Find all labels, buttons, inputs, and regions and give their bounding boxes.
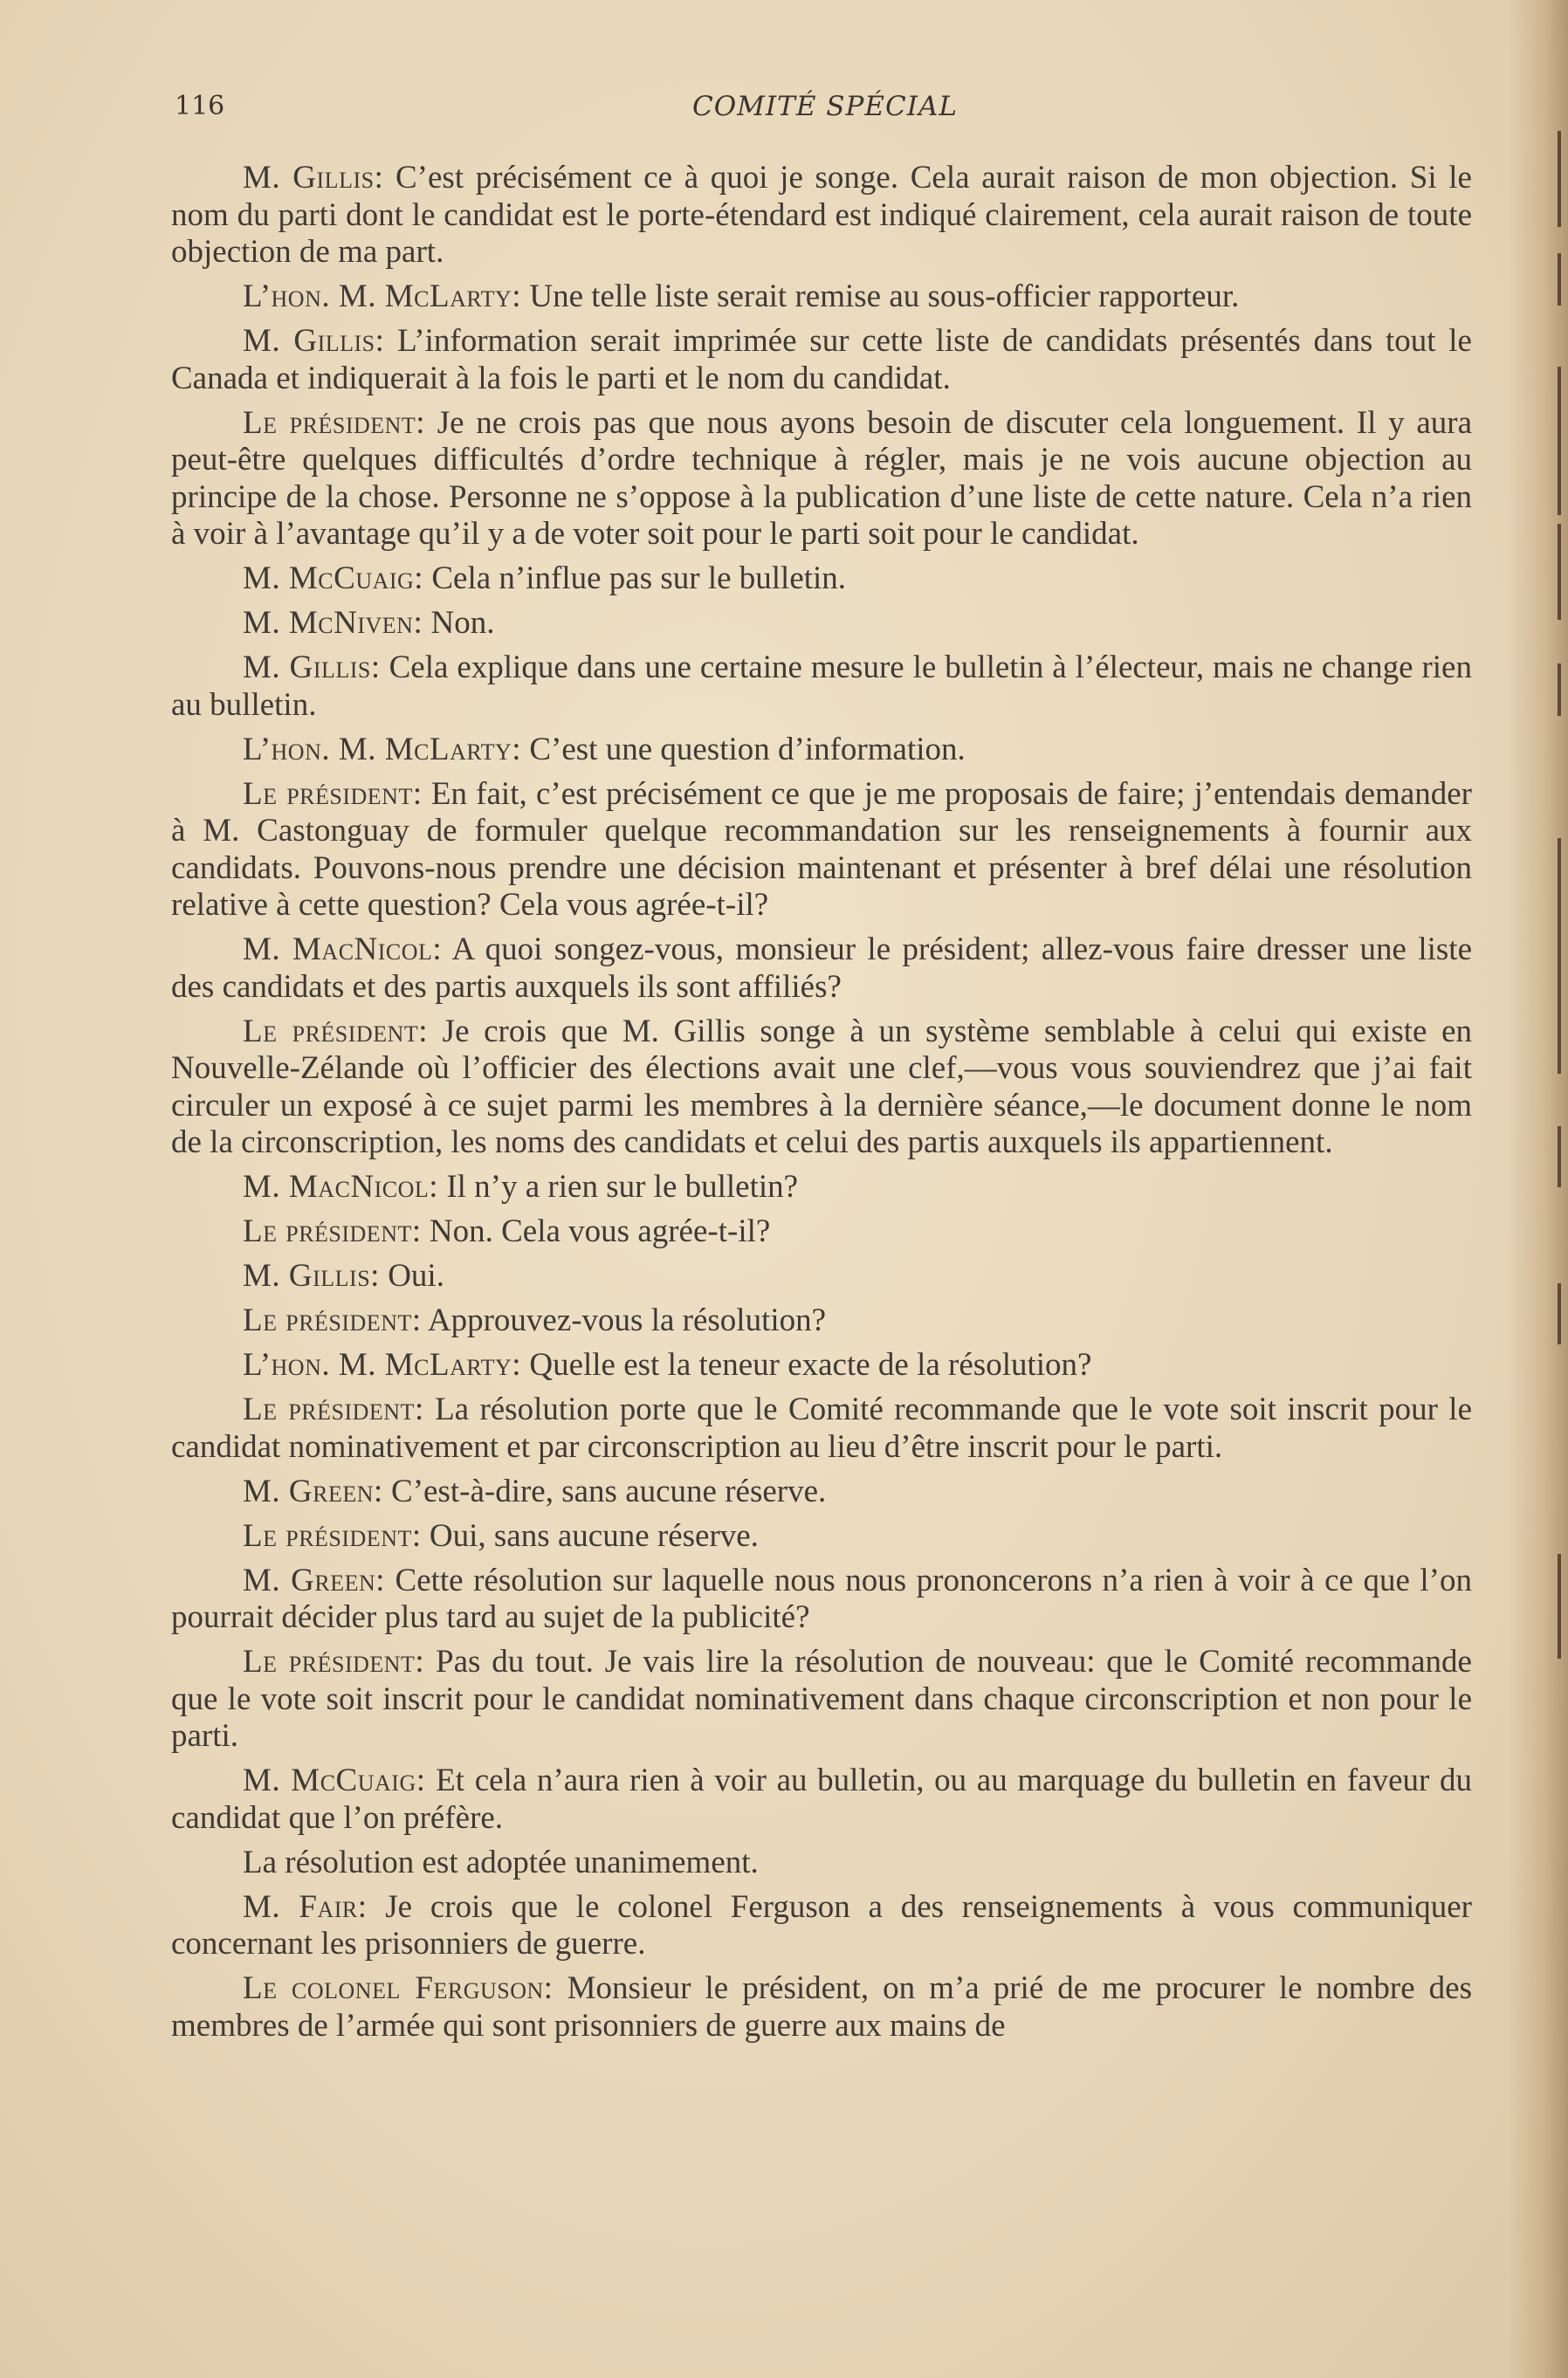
speaker-name: Le président: [243, 1644, 425, 1680]
paragraph-text: Quelle est la teneur exacte de la résolution? [521, 1347, 1092, 1383]
speaker-name: M. Gillis: [243, 1258, 380, 1294]
speaker-name: Le président: [243, 1517, 422, 1554]
paragraph-text: C’est précisément ce à quoi je songe. Cela aurait raison de mon objection. Si le nom du parti dont le candidat est le porte-étendard est indiqué clairement, cela aurait raison de toute objection de ma part. [171, 160, 1472, 270]
edge-mark [1558, 1126, 1561, 1187]
edge-mark [1558, 838, 1561, 1074]
speaker-name: Le président: [243, 775, 423, 812]
transcript-paragraph [171, 1644, 1472, 1756]
paragraph-text: Monsieur le président, on m’a prié de me procurer le nombre des membres de l’armée qui sont prisonniers de guerre aux mains de [171, 1970, 1472, 2044]
speaker-name: M. MacNicol: [243, 1169, 439, 1205]
paragraph-text: Non. [423, 605, 495, 641]
paragraph-text: Oui. [379, 1258, 444, 1294]
speaker-name: M. McNiven: [243, 605, 423, 641]
speaker-name: Le président: [243, 404, 426, 441]
transcript-paragraph [171, 323, 1472, 397]
paragraph-text: L’information serait imprimée sur cette liste de candidats présentés dans tout le Canada et indiquerait à la fois le parti et le nom du candidat. [171, 323, 1472, 396]
page-edge-shadow [1507, 0, 1568, 2378]
edge-mark [1558, 1283, 1561, 1344]
transcript-paragraph [171, 405, 1472, 553]
transcript-paragraph [171, 1258, 1472, 1296]
paragraph-text: Une telle liste serait remise au sous-officier rapporteur. [521, 278, 1240, 314]
paragraph-text: En fait, c’est précisément ce que je me proposais de faire; j’entendais demander à M. Castonguay de formuler quelque recommandation sur les renseignements à fournir aux candidats. Pouvons-nous prendre une décision maintenant et présenter à bref délai une résolution relative à cette question? Cela vous agrée-t-il? [171, 775, 1473, 923]
running-title: COMITÉ SPÉCIAL [692, 91, 958, 122]
transcript-paragraph [171, 1014, 1472, 1162]
transcript-paragraph [171, 605, 1472, 643]
page-header [175, 87, 1475, 131]
transcript-paragraph [171, 1845, 1472, 1882]
speaker-name: M. McCuaig: [243, 1763, 426, 1798]
speaker-name: M. Green: [243, 1473, 383, 1509]
transcript-paragraph [171, 1347, 1472, 1385]
speaker-name: M. Fair: [243, 1888, 368, 1925]
transcript-paragraph [171, 1392, 1472, 1466]
edge-mark [1558, 367, 1561, 515]
transcript-paragraph [171, 1302, 1472, 1340]
transcript-paragraph [171, 160, 1472, 271]
paragraph-text: Cette résolution sur laquelle nous nous prononcerons n’a rien à voir à ce que l’on pourrait décider plus tard au sujet de la publicité? [171, 1562, 1472, 1635]
paragraph-text: Et cela n’aura rien à voir au bulletin, ou au marquage du bulletin en faveur du candidat que l’on préfère. [171, 1763, 1472, 1836]
edge-mark [1558, 1554, 1561, 1659]
transcript-paragraph [171, 1563, 1472, 1637]
paragraph-text: Cela explique dans une certaine mesure le bulletin à l’électeur, mais ne change rien au bulletin. [171, 649, 1472, 723]
transcript-paragraph [171, 1970, 1472, 2045]
speaker-name: L’hon. M. McLarty: [243, 278, 522, 314]
paragraph-text: Je crois que M. Gillis songe à un système semblable à celui qui existe en Nouvelle-Zélande où l’officier des élections avait une clef,—vous vous souviendrez que j’ai fait circuler un exposé à ce sujet parmi les membres à la dernière séance,—le document donne le nom de la circonscription, les noms des candidats et celui des partis auxquels ils appartiennent. [171, 1013, 1472, 1160]
edge-mark [1558, 524, 1561, 620]
speaker-name: Le président: [243, 1213, 422, 1249]
paragraph-text: Pas du tout. Je vais lire la résolution de nouveau: que le Comité recommande que le vote soit inscrit pour le candidat nominativement dans chaque circonscription et non pour le parti. [171, 1644, 1472, 1754]
speaker-name: Le président: [243, 1013, 429, 1049]
transcript-paragraph [171, 560, 1472, 598]
speaker-name: M. McCuaig: [243, 560, 424, 596]
paragraph-text: A quoi songez-vous, monsieur le président; allez-vous faire dresser une liste des candidats et des partis auxquels ils sont affiliés? [171, 931, 1472, 1005]
transcript-paragraph [171, 1169, 1472, 1206]
speaker-name: M. MacNicol: [243, 931, 443, 967]
paragraph-text: C’est une question d’information. [521, 731, 966, 767]
transcript-paragraph [171, 649, 1472, 724]
transcript-paragraph [171, 1518, 1472, 1556]
transcript-paragraph [171, 1213, 1472, 1251]
paragraph-text: Oui, sans aucune réserve. [421, 1517, 759, 1554]
paragraph-text: Il n’y a rien sur le bulletin? [438, 1169, 799, 1205]
transcript-paragraph [171, 1889, 1472, 1963]
transcript-paragraph [171, 1763, 1472, 1837]
speaker-name: M. Gillis: [243, 649, 381, 685]
transcript-paragraph [171, 732, 1472, 769]
speaker-name: Le président: [243, 1302, 422, 1338]
speaker-name: L’hon. M. McLarty: [243, 731, 522, 767]
paragraph-text: Je crois que le colonel Ferguson a des renseignements à vous communiquer concernant les prisonniers de guerre. [171, 1888, 1472, 1962]
speaker-name: M. Gillis: [243, 323, 385, 359]
speaker-name: M. Green: [243, 1562, 386, 1598]
transcript-paragraph [171, 1474, 1472, 1511]
transcript-body [171, 160, 1472, 2052]
speaker-name: Le président: [243, 1392, 424, 1427]
transcript-paragraph [171, 931, 1472, 1006]
edge-mark [1558, 663, 1561, 716]
paragraph-text: Je ne crois pas que nous ayons besoin de discuter cela longuement. Il y aura peut-être quelques difficultés d’ordre technique à régler, mais je ne vois aucune objection au principe de la chose. Personne ne s’oppose à la publication d’une liste de cette nature. Cela n’a rien à voir à l’avantage qu’il y a de voter soit pour le parti soit pour le candidat. [171, 404, 1472, 552]
transcript-paragraph [171, 776, 1472, 924]
transcript-paragraph [171, 278, 1472, 316]
edge-mark [1558, 253, 1561, 306]
paragraph-text: Approuvez-vous la résolution? [421, 1302, 827, 1338]
paragraph-text: Non. Cela vous agrée-t-il? [421, 1213, 771, 1249]
paragraph-text: C’est-à-dire, sans aucune réserve. [382, 1473, 827, 1509]
page-number: 116 [175, 91, 225, 121]
edge-mark [1558, 131, 1561, 227]
speaker-name: Le colonel Ferguson: [243, 1970, 554, 2006]
paragraph-text: Cela n’influe pas sur le bulletin. [423, 560, 847, 596]
speaker-name: M. Gillis: [243, 160, 384, 196]
paragraph-text: La résolution est adoptée unanimement. [243, 1844, 759, 1880]
paragraph-text: La résolution porte que le Comité recommande que le vote soit inscrit pour le candidat nominativement et par circonscription au lieu d’être inscrit pour le parti. [171, 1392, 1472, 1465]
speaker-name: L’hon. M. McLarty: [243, 1347, 522, 1383]
